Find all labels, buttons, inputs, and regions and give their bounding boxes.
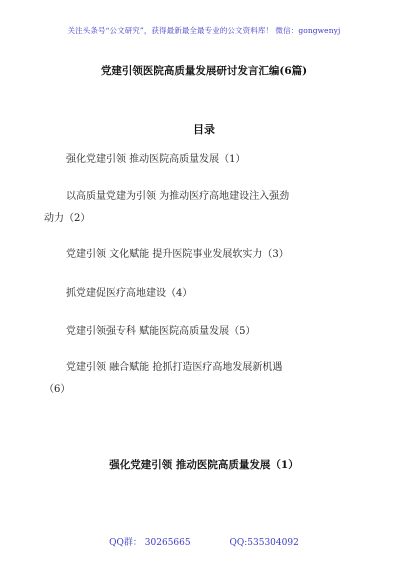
footer-qq-group: QQ群： 30265665 [109,538,191,548]
toc-item-continuation: （6） [44,384,71,395]
toc-item[interactable] [44,357,356,401]
footer-qq: QQ:535304092 [229,538,299,548]
toc-item-text: 抓党建促医疗高地建设（4） [66,288,193,299]
toc-item[interactable] [66,321,356,343]
toc-item-text: 党建引领 文化赋能 提升医院事业发展软实力（3） [66,249,289,260]
header-note: 关注头条号“公文研究”，获得最新最全最专业的公文资料库！ 微信：gongwenyj [67,26,341,35]
document-title: 党建引领医院高质量发展研讨发言汇编(6篇) [100,65,308,77]
footer [0,535,408,548]
section-title: 强化党建引领 推动医院高质量发展（1） [109,459,299,471]
toc-item-text: 党建引领 融合赋能 抢抓打造医疗高地发展新机遇 [66,362,283,373]
toc-item-text: 以高质量党建为引领 为推动医疗高地建设注入强劲 [66,191,290,202]
toc-item[interactable] [44,186,356,230]
toc-item[interactable] [66,244,356,266]
toc-item[interactable] [66,149,356,171]
toc-item[interactable] [66,283,356,305]
toc-item-text: 强化党建引领 推动医院高质量发展（1） [66,154,246,165]
toc-item-continuation: 动力（2） [44,213,91,224]
toc-heading: 目录 [193,123,215,136]
toc-item-text: 党建引领强专科 赋能医院高质量发展（5） [66,326,256,337]
